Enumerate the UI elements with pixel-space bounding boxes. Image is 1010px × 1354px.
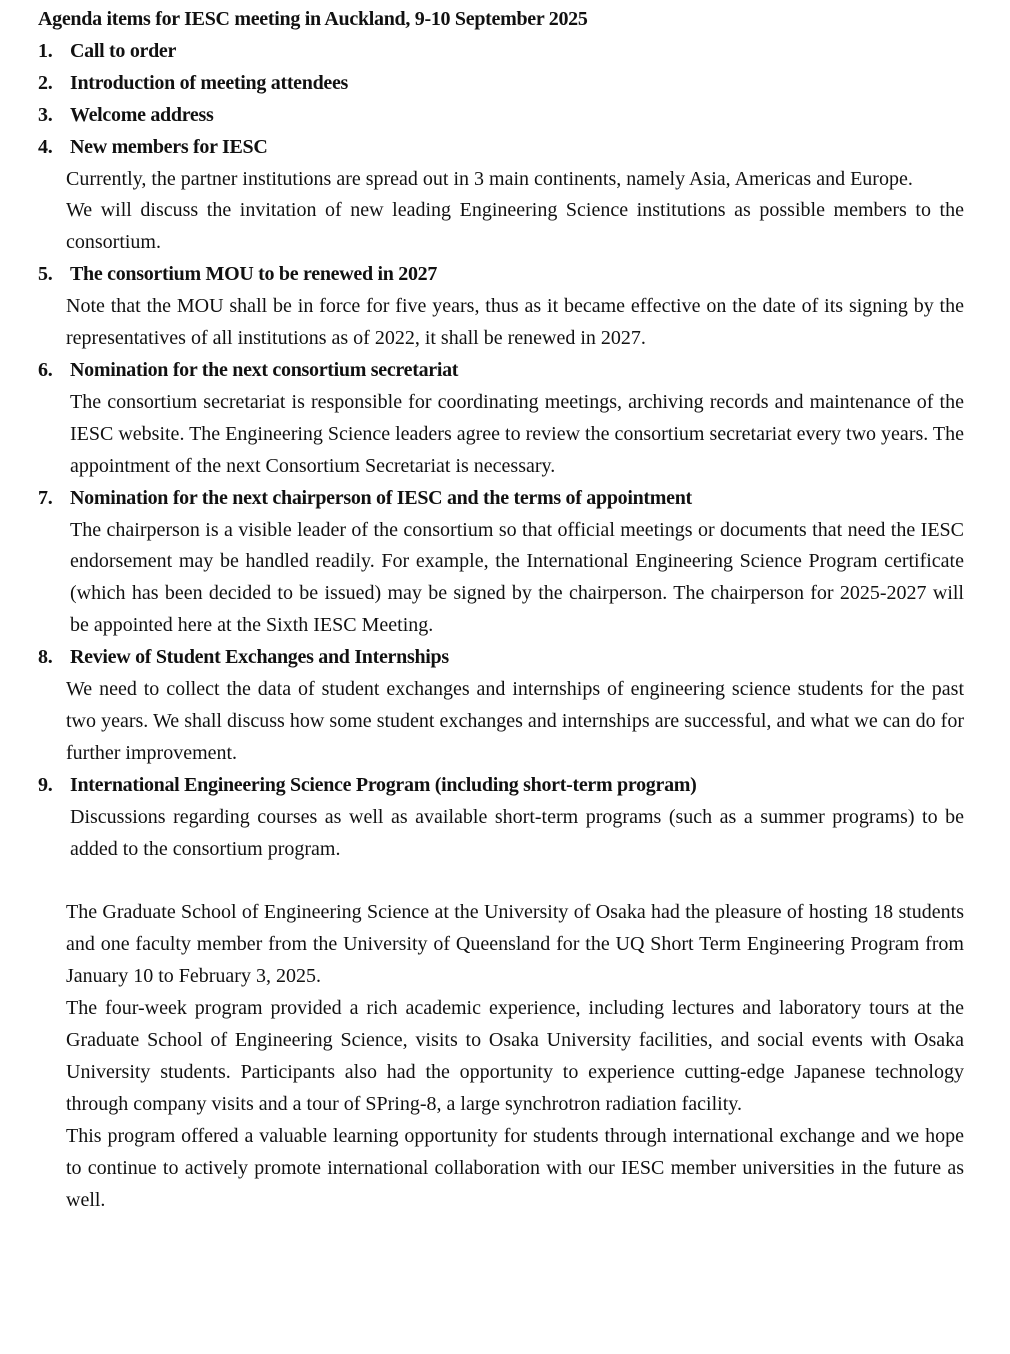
item-heading: Nomination for the next chairperson of IESC and the terms of appointment bbox=[70, 486, 692, 509]
item-heading: Welcome address bbox=[70, 103, 214, 126]
item-heading: Call to order bbox=[70, 39, 177, 62]
item-number: 2. bbox=[38, 71, 53, 94]
agenda-item-9 bbox=[38, 770, 964, 802]
section-spacer bbox=[38, 865, 964, 897]
agenda-item-4 bbox=[38, 132, 964, 164]
item-number: 9. bbox=[38, 773, 53, 796]
item-number: 3. bbox=[38, 103, 53, 126]
item-heading: Review of Student Exchanges and Internships bbox=[70, 646, 449, 669]
item-heading: The consortium MOU to be renewed in 2027 bbox=[70, 263, 438, 286]
item-paragraph: Note that the MOU shall be in force for five years, thus as it became effective on the date of its signing by the representatives of all institutions as of 2022, it shall be renewed in 2027. bbox=[66, 295, 964, 350]
item-heading: Nomination for the next consortium secretariat bbox=[70, 358, 459, 381]
item-paragraph: The chairperson is a visible leader of the consortium so that official meetings or documents that need the IESC endorsement may be handled readily. For example, the International Engineering Science Program certificate (which has been decided to be issued) may be signed by the chairperson. The chairperson for 2025-2027 will be appointed here at the Sixth IESC Meeting. bbox=[70, 518, 964, 637]
item-number: 6. bbox=[38, 358, 53, 381]
agenda-item-7 bbox=[38, 483, 964, 515]
closing-paragraph: The Graduate School of Engineering Science at the University of Osaka had the pleasure of hosting 18 students and one faculty member from the University of Queensland for the UQ Short Term Engineering Program from January 10 to February 3, 2025. bbox=[66, 901, 964, 988]
item-paragraph: We will discuss the invitation of new leading Engineering Science institutions as possible members to the consortium. bbox=[66, 199, 964, 254]
agenda-item-8 bbox=[38, 642, 964, 674]
agenda-item-3 bbox=[38, 100, 964, 132]
agenda-item-5 bbox=[38, 259, 964, 291]
item-number: 5. bbox=[38, 263, 53, 286]
item-heading: New members for IESC bbox=[70, 135, 268, 158]
item-number: 8. bbox=[38, 646, 53, 669]
item-number: 4. bbox=[38, 135, 53, 158]
document-title: Agenda items for IESC meeting in Auckland, 9-10 September 2025 bbox=[38, 8, 588, 30]
item-number: 7. bbox=[38, 486, 53, 509]
item-paragraph: Currently, the partner institutions are spread out in 3 main continents, namely Asia, Americas and Europe. bbox=[66, 167, 913, 190]
item-heading: Introduction of meeting attendees bbox=[70, 71, 349, 94]
agenda-item-2 bbox=[38, 68, 964, 100]
item-heading: International Engineering Science Program (including short-term program) bbox=[70, 773, 697, 796]
closing-paragraph: This program offered a valuable learning opportunity for students through international exchange and we hope to continue to actively promote international collaboration with our IESC member universities in the future as well. bbox=[66, 1124, 964, 1211]
item-paragraph: Discussions regarding courses as well as available short-term programs (such as a summer programs) to be added to the consortium program. bbox=[70, 805, 964, 860]
agenda-item-1 bbox=[38, 36, 964, 68]
item-number: 1. bbox=[38, 39, 53, 62]
item-paragraph: The consortium secretariat is responsible for coordinating meetings, archiving records and maintenance of the IESC website. The Engineering Science leaders agree to review the consortium secretariat every two years. The appointment of the next Consortium Secretariat is necessary. bbox=[70, 390, 964, 477]
item-paragraph: We need to collect the data of student exchanges and internships of engineering science students for the past two years. We shall discuss how some student exchanges and internships are successful, and what we can do for further improvement. bbox=[66, 678, 964, 764]
closing-paragraph: The four-week program provided a rich academic experience, including lectures and laboratory tours at the Graduate School of Engineering Science, visits to Osaka University facilities, and social events with Osaka University students. Participants also had the opportunity to experience cutting-edge Japanese technology through company visits and a tour of SPring-8, a large synchrotron radiation facility. bbox=[66, 997, 964, 1115]
agenda-item-6 bbox=[38, 355, 964, 387]
